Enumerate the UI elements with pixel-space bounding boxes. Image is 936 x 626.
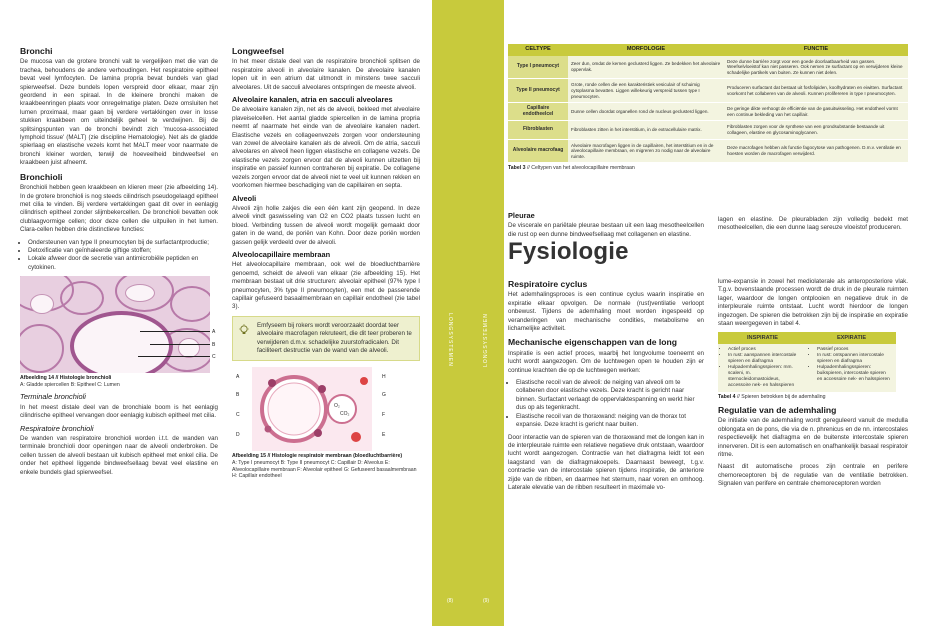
caption-legend: A: Type I pneumocyt B: Type II pneumocyt C: Capillair D: Alveolus E: Alveolocapillaire membraan F: Alveolair epitheel G: Gefuseerd basaalmembraan H: Capillair endotheel xyxy=(232,460,417,480)
caption-title: Afbeelding 14 // Histologie bronchioli xyxy=(20,375,112,382)
list-item: • Ondersteunen van type II pneumocyten bij de surfactantproductie; xyxy=(28,239,218,247)
list-item: • In rust: aanspannen intercostale spieren en diafragma xyxy=(728,353,803,365)
right-page xyxy=(468,0,936,626)
heading-regulatie: Regulatie van de ademhaling xyxy=(718,405,837,416)
list-item: • In rust: ontspannen intercostale spieren en diafragma xyxy=(817,353,892,365)
tip-text: Emfyseem bij rokers wordt veroorzaakt doordat teer alveolaire macrofagen rekruteert, die dit teer proberen te verwijderen d.m.v. schadelijke zuurstofradicalen. Dit faciliteert destructie van de wand van de alveoli. xyxy=(257,321,412,354)
table-row xyxy=(508,121,908,139)
page-number: (8) xyxy=(446,598,454,604)
heading-alveoli: Alveoli xyxy=(232,193,257,203)
table-header: MORFOLOGIE xyxy=(568,44,724,56)
figure-15-caption xyxy=(232,453,420,479)
table-cell: Capillaire endotheelcel xyxy=(508,103,568,121)
list-item: • Hulpademhalingsspieren: mm. scaleni, m. sternocleidomastoideus, accessoire nek- en halsspieren xyxy=(728,365,803,389)
figure-label-a: A xyxy=(212,329,216,336)
svg-text:O₂: O₂ xyxy=(334,403,340,410)
tab-label: LONGSYSTEMEN xyxy=(447,313,453,367)
paragraph-alveoli: Alveoli zijn holle zakjes die een één kant zijn geopend. In deze alveoli vindt gaswisseling van O2 en CO2 plaats tussen lucht en bloed. Verbinding tussen de alveoli wordt mogelijk gemaakt door gaten in de wand, de poriën van Kohn. Door deze poriën worden gassen gelijk verdeeld over de alveoli. xyxy=(232,204,420,246)
list-item: • Passief proces xyxy=(817,347,892,353)
paragraph-regulatie-1: De initiatie van de ademhaling wordt gereguleerd vanuit de medulla oblongata en de pons, die via de n. phrenicus en de nn. intercostales respectievelijk het diafragma en de buitenste intercostale spieren innerveren. Dit is een automatisch en onafhankelijk basaal respiratoir ritme. xyxy=(718,417,908,459)
caption-text: // Spieren betrokken bij de ademhaling xyxy=(735,394,826,401)
table-3 xyxy=(508,44,908,177)
table-row xyxy=(508,103,908,121)
caption-legend: A: Gladde spiercellen B: Epitheel C: Lumen xyxy=(20,381,120,388)
paragraph-mechanische-2: Door interactie van de spieren van de thoraxwand met de longen kan in de interpleurale ruimte een relatieve negatieve druk ontstaan, waardoor lucht wordt aangezogen. Contractie van het diafragma leidt tot een laagstand van de diafragmakoepels. Daarnaast beweegt, t.g.v. contractie van de intercostale spieren tijdens inspiratie, de anteriore zijde van de ribben, en daarmee het sternum, naar voren en omhoog. Laterale elevatie van de ribben resulteert in maximale vo- xyxy=(508,433,704,491)
left-column-1 xyxy=(20,42,218,481)
list-item: • Elastische recoil van de thoraxwand: neiging van de thorax tot expansie. Deze kracht is gericht naar buiten. xyxy=(516,413,704,430)
table-cell: Alveolaire macrofagen liggen in de capillairen, het interstitium en in de alveolocapillaire membraan, en migreren zo nodig naar de alveolaire ruimte. xyxy=(568,139,724,163)
figure-label-c: C xyxy=(212,354,216,361)
table-header: CELTYPE xyxy=(508,44,568,56)
paragraph-bronchi: De mucosa van de grotere bronchi valt te vergelijken met die van de trachea, behoudens de andere verhoudingen. Het respiratoire epitheel bevat veel lymfocyten. De lamina propria bevat bundels van glad spierweefsel. Deze bundels lopen verspreid door elkaar, maar zijn geordend in een spiraal. In de kleinere bronchi maken de kraakbeenringen plaats voor onregelmatige platen. Deze omsluiten het lumen proximaal, maar gaan bij verdere vertakkingen over in losse stukken kraakbeen om uiteindelijk geheel te verdwijnen. Bij de splitsingspunten van de bronchi bevindt zich 'mucosa-associated lymphoid tissue' (MALT) (zie discipline Hematologie). Net als de gladde spierlaag en elastische vezels komt het MALT meer voor naarmate de bronchi kleiner worden, terwijl de hoeveelheid bindweefsel en kraakbeen juist afneemt. xyxy=(20,58,218,167)
figure-14 xyxy=(20,276,218,373)
diagram-label-h: H xyxy=(382,374,386,381)
left-column-2 xyxy=(232,42,420,485)
list-item: • Lokale afweer door de secretie van antimicrobiële peptiden en cytokinen. xyxy=(28,255,218,272)
table-cell: Type I pneumocyt xyxy=(508,56,568,79)
alveolus-diagram xyxy=(252,367,372,451)
table-cell: Deze dunne barrière zorgt voor een goede doorlaatbaarheid van gassen. Weefselvloeistof kan niet passeren. Ook nemen ze surfactant op en verwijderen kleine schadelijke partikels van buiten. Ze kunnen niet delen. xyxy=(724,56,908,79)
table-row xyxy=(718,344,896,392)
list-item: • Actief proces xyxy=(728,347,803,353)
paragraph-longweefsel: In het meer distale deel van de respiratoire bronchioli splitsen de respiratoire alveoli in alveolaire kanalen. De alveolaire kanalen lopen uit in een atrium dat uitmondt in minstens twee sacculi alveolares. Uit de sacculi alveolares ontspringen de meeste alveoli. xyxy=(232,58,420,91)
paragraph-pleurae-1: De viscerale en pariëtale pleurae bestaan uit een laag mesotheelcellen die rust op een dunne bindweefsellaag met collagenen en elastine. xyxy=(508,222,704,238)
caption-title: Tabel 4 xyxy=(718,394,736,401)
tip-box xyxy=(232,316,420,362)
tab-label: LONGSYSTEMEN xyxy=(483,313,489,367)
table-cell: Dunne cellen doordat organellen rond de nucleus geclusterd liggen. xyxy=(568,103,724,121)
table-header: INSPIRATIE xyxy=(718,332,807,344)
heading-bronchioli: Bronchioli xyxy=(20,171,63,182)
heading-cyclus: Respiratoire cyclus xyxy=(508,279,588,289)
diagram-label-c: C xyxy=(236,412,240,419)
chapter-tab-right xyxy=(468,0,504,626)
table-cell xyxy=(807,344,896,392)
diagram-label-e: E xyxy=(382,432,386,439)
list-item: • Hulpademhalingsspieren: buikspieren, intercostale spieren en accessoire nek- en halsspieren xyxy=(817,365,892,383)
table-row xyxy=(508,139,908,163)
diagram-label-f: F xyxy=(382,412,386,419)
paragraph-regulatie-2: Naast dit automatische proces zijn centrale en perifere chemoreceptoren bij de regulatie van de ventilatie betrokken. Signalen van perifere en centrale chemoreceptoren worden xyxy=(718,463,908,488)
paragraph-pleurae-2: lagen en elastine. De pleurabladen zijn volledig bedekt met mesotheelcellen, die een dunne laag sereuze vloeistof produceren. xyxy=(718,216,908,232)
table-cell: Type II pneumocyt xyxy=(508,79,568,103)
paragraph-terminal: In het meest distale deel van de bronchiale boom is het eenlagig cilindrische epitheel vervangen door eenlagig kubisch epitheel met cilia. xyxy=(20,403,218,420)
histology-image xyxy=(20,276,210,373)
diagram-label-b: B xyxy=(236,392,240,399)
paragraph-bronchioli: Bronchioli hebben geen kraakbeen en klieren meer (zie afbeelding 14). In de grotere bronchioli is nog steeds cilindrisch pseudogelaagd epitheel met cilia te vinden. Bij verdere vertakkingen gaat dit over in eenlagig cilindrisch epitheel zonder slijmbekercellen. De bronchioli bevatten ook clublaagvormige cellen; door deze cellen die uitpuilen in het lumen. Clara-cellen hebben drie distinctieve functies: xyxy=(20,184,218,234)
heading-longweefsel: Longweefsel xyxy=(232,46,285,56)
heading-alveolaire-kanalen: Alveolaire kanalen, atria en sacculi alveolares xyxy=(232,95,393,105)
heading-terminal-bronchioli: Terminale bronchioli xyxy=(20,392,86,402)
paragraph-volume: lume-expansie in zowel het mediolaterale als anteroposteriore vlak. T.g.v. bovenstaande processen wordt de druk in de pleurale ruimten lager, waardoor de longen ontplooien en negatieve druk in de interpleurale ruimte ontstaat. Lucht wordt hierdoor de longen ingezogen. De spieren die betrokken zijn bij de inspiratie en expiratie staan weergegeven in tabel 4. xyxy=(718,278,908,328)
forces-list xyxy=(508,379,704,429)
table-cell xyxy=(718,344,807,392)
table-4 xyxy=(718,332,896,392)
paragraph-kanalen: De alveolaire kanalen zijn, net als de alveoli, bekleed met alveolaire plaveiselcellen. Het aantal gladde spiercellen in de lamina propria neemt af naarmate het einde van de alveolaire kanalen nadert. Elastische vezels en collageenvezels zorgen voor ondersteuning van zowel de alveolaire kanalen als de alveoli. Om de atria, sacculi alveolares en alveoli heen liggen elastische en collagene vezels. De elastische vezels zorgen ervoor dat de alveoli kunnen uitzetten bij inspiratie en passief kunnen contraheren bij expiratie. De collagene vezels zorgen ervoor dat de alveoli niet te veel uit kunnen rekken en voorkomen hiermee beschadiging van de capillairen en septa. xyxy=(232,106,420,190)
table-cell: Deze macrofagen hebben als functie fagocytose van pathogenen. D.m.v. ventilatie en hoesten worden de macrofagen verwijderd. xyxy=(724,139,908,163)
figure-14-caption xyxy=(20,375,218,388)
heading-pleurae: Pleurae xyxy=(508,211,535,220)
table-cell: Grote, ronde cellen die een karakteristiek vesiculair of schuimig cytoplasma bevatten. Liggen willekeurig verspreid tussen type I pneumocyten. xyxy=(568,79,724,103)
page-title: Fysiologie xyxy=(508,238,629,265)
page-number: (9) xyxy=(482,598,490,604)
chapter-tab-left xyxy=(432,0,468,626)
diagram-label-d: D xyxy=(236,432,240,439)
figure-label-b: B xyxy=(212,342,216,349)
table-row xyxy=(508,56,908,79)
heading-mechanische: Mechanische eigenschappen van de long xyxy=(508,337,678,348)
figure-15 xyxy=(232,367,420,451)
right-column-2 xyxy=(718,278,908,493)
lightbulb-icon xyxy=(238,324,250,336)
svg-text:CO₂: CO₂ xyxy=(340,411,350,418)
heading-bronchi: Bronchi xyxy=(20,46,53,56)
table-row xyxy=(508,79,908,103)
table-4-caption xyxy=(718,394,908,401)
clara-functions-list xyxy=(20,239,218,273)
table-cell: Fibroblasten xyxy=(508,121,568,139)
caption-text: // Celtypen van het alveolocapillaire membraan xyxy=(525,165,635,172)
table-header: EXPIRATIE xyxy=(807,332,896,344)
table-cell: Alveolaire macrofaag xyxy=(508,139,568,163)
caption-title: Tabel 3 xyxy=(508,165,526,172)
paragraph-mechanische: Inspiratie is een actief proces, waarbij het longvolume toeneemt en lucht wordt aangezogen. Om de luchtwegen open te houden zijn er continue krachten die op de luchtwegen werken: xyxy=(508,349,704,374)
table-cell: De geringe dikte verhoogt de efficiëntie van de gasuitwisseling. Het endotheel vormt een continue bekleding van het capillair. xyxy=(724,103,908,121)
table-3-caption xyxy=(508,165,908,172)
paragraph-cyclus: Het ademhalingsproces is een continue cyclus waarin inspiratie en expiratie elkaar opvolgen. De normale (rust)ventilatie verloopt onbewust. Tijdens de ademhaling moet worden ingespeeld op veranderingen van mechanische condities, metabolisme en lichamelijke activiteit. xyxy=(508,291,704,333)
diagram-label-a: A xyxy=(236,374,240,381)
table-cell: Fibroblasten zitten in het interstitium, in de extracellulaire matrix. xyxy=(568,121,724,139)
table-header: FUNCTIE xyxy=(724,44,908,56)
paragraph-membraan: Het alveolocapillaire membraan, ook wel de bloedluchtbarrière genoemd, scheidt de alveoli van elkaar (zie afbeelding 15). Het membraan bestaat uit drie structuren: alveolair epitheel (97% type I pneumocyten, 3% type II pneumocyten), een met de passerende capillair gefuseerd basaalmembraan en capillair endotheel (zie tabel 3). xyxy=(232,261,420,311)
table-cell: Fibroblasten zorgen voor de synthese van een grondsubstantie bestaande uit collageen, elastine en glycosaminoglycanen. xyxy=(724,121,908,139)
heading-membraan: Alveolocapillaire membraan xyxy=(232,249,331,259)
table-cell: Zeer dun, omdat de kernen geclusterd liggen. Ze bedekken het alveolaire oppervlak. xyxy=(568,56,724,79)
caption-title: Afbeelding 15 // Histologie respiratoir membraan (bloedluchtbarrière) xyxy=(232,453,403,460)
paragraph-respiratory: De wanden van respiratoire bronchioli worden i.t.t. de wanden van terminale bronchioli door openingen naar de alveoli onderbroken. De cellen tussen de alveoli bestaan uit kubisch epitheel met enkel cilia. De onder het epitheel liggende bindweefsellaag bevat veel elastine en enkele bundels glad spierweefsel. xyxy=(20,434,218,476)
right-column-1 xyxy=(508,275,704,496)
list-item: • Elastische recoil van de alveoli: de neiging van alveoli om te collaberen door elastische vezels. Deze kracht is gericht naar binnen. Surfactant verlaagt de oppervlaktespanning en werkt hier dus op als tegenkracht. xyxy=(516,379,704,413)
pleurae-right xyxy=(718,216,908,237)
table-cell: Produceren surfactant dat bestaat uit fosfolipiden, koolhydraten en eiwitten. Surfactant voorkomt het collaberen van de alveoli. Kunnen prolifereren in type I pneumocyten. xyxy=(724,79,908,103)
list-item: • Detoxificatie van geïnhaleerde giftige stoffen; xyxy=(28,247,218,255)
heading-respiratory-bronchioli: Respiratoire bronchioli xyxy=(20,423,94,433)
diagram-label-g: G xyxy=(382,392,386,399)
